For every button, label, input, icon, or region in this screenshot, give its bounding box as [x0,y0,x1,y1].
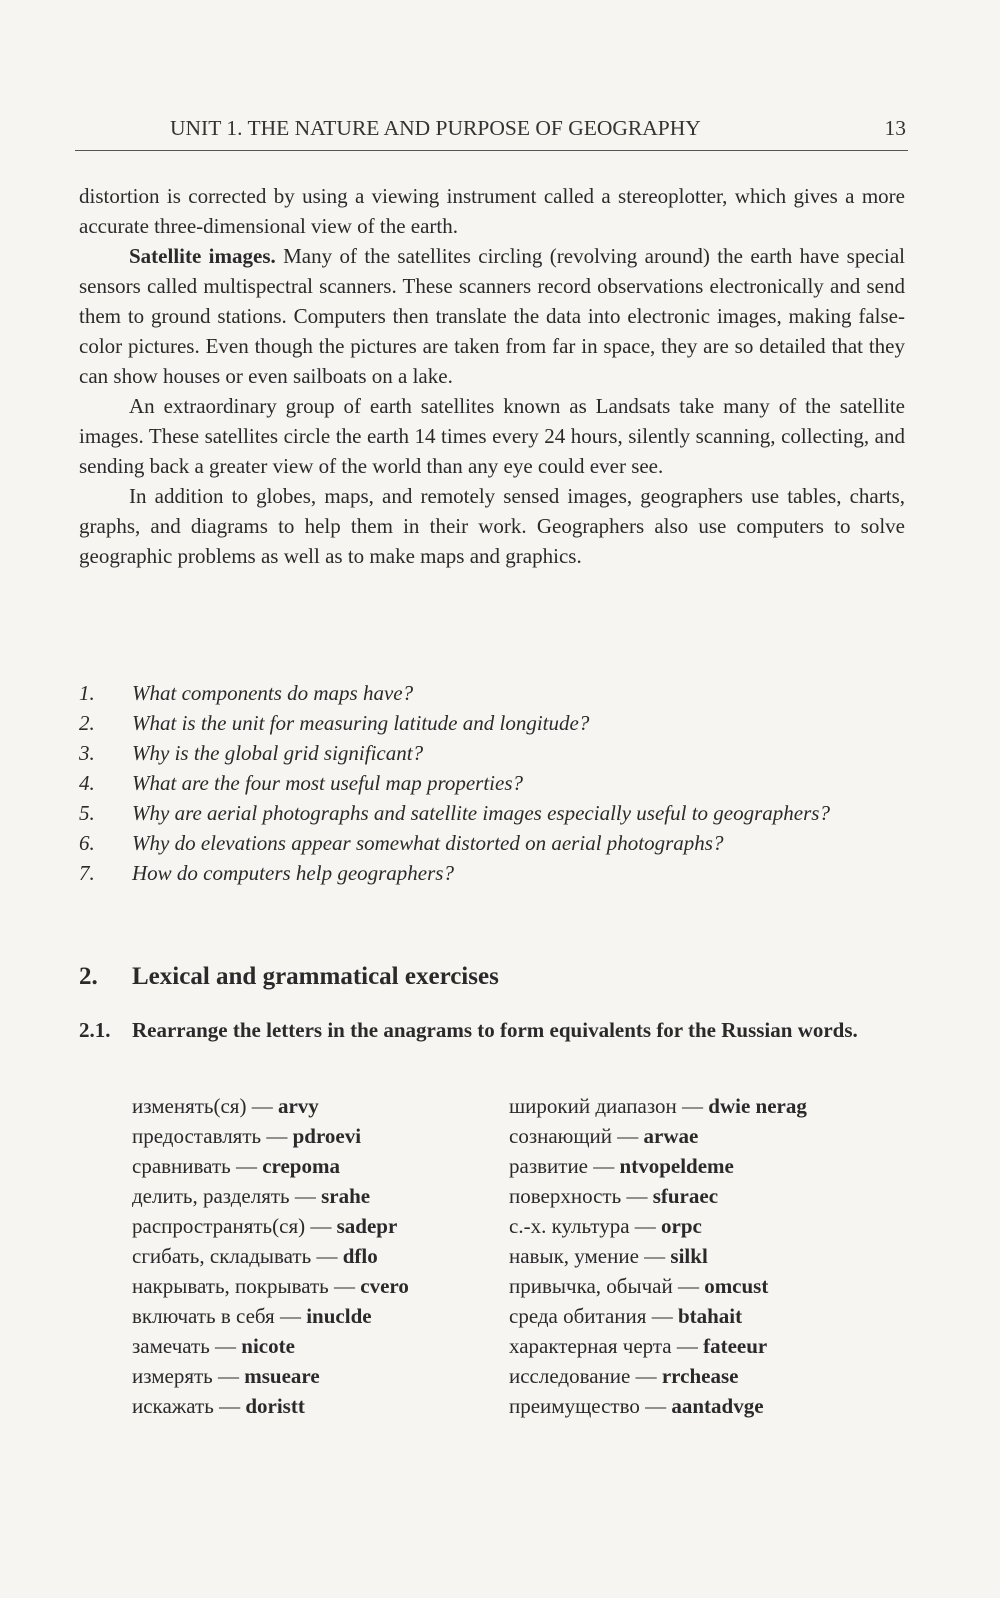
running-header [75,114,908,151]
russian-word: накрывать, покрывать [132,1274,329,1298]
anagram: btahait [677,1304,743,1328]
anagram: silkl [670,1244,708,1268]
question-text: What components do maps have? [132,681,414,705]
dash-separator: — [646,1304,678,1328]
anagram: orpc [661,1214,702,1238]
dash-separator: — [311,1244,343,1268]
question-item [79,678,905,708]
vocab-item [132,1121,409,1151]
question-number: 2. [79,711,95,735]
page-number: 13 [884,116,906,140]
vocab-item [132,1211,409,1241]
anagram: ntvopeldeme [619,1154,734,1178]
paragraph [79,391,905,481]
question-text: How do computers help geographers? [132,861,454,885]
vocab-item [132,1331,409,1361]
question-item [79,858,905,888]
dash-separator: — [639,1394,672,1418]
dash-separator: — [213,1394,246,1418]
paragraph-text: In addition to globes, maps, and remotely sensed images, geographers use tables, charts, graphs, and diagrams to help them in their work. Geographers also use computers to solve geographic problems as well as to make maps and graphics. [79,484,905,568]
question-item [79,768,905,798]
vocab-item [509,1301,807,1331]
anagram: arwae [643,1124,699,1148]
dash-separator: — [621,1184,653,1208]
dash-separator: — [629,1214,662,1238]
dash-separator: — [630,1364,662,1388]
anagram: rrchease [661,1364,739,1388]
russian-word: с.-х. культура [509,1214,630,1238]
question-text: Why do elevations appear somewhat distorted on aerial photographs? [132,831,724,855]
russian-word: привычка, обычай [509,1274,673,1298]
anagram: inuclde [306,1304,372,1328]
anagram: crepoma [262,1154,340,1178]
vocab-item [132,1091,409,1121]
vocabulary-list-left [132,1091,409,1421]
vocab-item [509,1091,807,1121]
russian-word: распространять(ся) [132,1214,306,1238]
exercise-instruction [79,1015,905,1045]
vocab-item [509,1361,807,1391]
vocab-item [509,1151,807,1181]
vocab-item [509,1121,807,1151]
question-number: 4. [79,771,95,795]
russian-word: изменять(ся) [132,1094,247,1118]
vocabulary-list-right [509,1091,807,1421]
exercise-number: 2.1. [79,1018,111,1042]
dash-separator: — [230,1154,263,1178]
dash-separator: — [328,1274,361,1298]
question-number: 5. [79,801,95,825]
russian-word: замечать [132,1334,210,1358]
russian-word: сгибать, складывать [132,1244,312,1268]
question-text: What are the four most useful map properties? [132,771,524,795]
vocab-item [132,1151,409,1181]
vocab-item [132,1361,409,1391]
russian-word: поверхность [509,1184,622,1208]
russian-word: предоставлять [132,1124,262,1148]
russian-word: включать в себя [132,1304,275,1328]
vocab-item [509,1241,807,1271]
russian-word: навык, умение [509,1244,639,1268]
anagram: arvy [277,1094,319,1118]
vocab-item [132,1391,409,1421]
russian-word: развитие [509,1154,589,1178]
anagram: aantadvge [671,1394,764,1418]
dash-separator: — [676,1094,709,1118]
section-title: Lexical and grammatical exercises [132,963,499,990]
russian-word: измерять [132,1364,213,1388]
vocab-item [132,1271,409,1301]
dash-separator: — [671,1334,704,1358]
russian-word: широкий диапазон [509,1094,677,1118]
vocab-item [509,1271,807,1301]
russian-word: сознающий [509,1124,613,1148]
question-number: 1. [79,681,95,705]
vocab-item [132,1181,409,1211]
anagram: cvero [360,1274,409,1298]
anagram: msueare [244,1364,320,1388]
dash-separator: — [289,1184,322,1208]
russian-word: преимущество [509,1394,640,1418]
vocab-item [509,1211,807,1241]
dash-separator: — [588,1154,620,1178]
dash-separator: — [246,1094,278,1118]
anagram: dwie nerag [708,1094,807,1118]
paragraph [79,181,905,241]
exercise-instruction-text: Rearrange the letters in the anagrams to form equivalents for the Russian words. [132,1018,858,1042]
anagram: pdroevi [292,1124,362,1148]
paragraph-text: Many of the satellites circling (revolving around) the earth have special sensors called multispectral scanners. These scanners record observations electronically and send them to ground stations. Computers then translate the data into electronic images, making false-color pictures. Even though the pictures are taken from far in space, they are so detailed that they can show houses or even sailboats on a lake. [79,244,905,388]
question-number: 3. [79,741,95,765]
dash-separator: — [672,1274,705,1298]
anagram: srahe [321,1184,371,1208]
anagram: doristt [245,1394,305,1418]
dash-separator: — [638,1244,671,1268]
anagram: nicote [241,1334,295,1358]
section-number: 2. [79,963,98,990]
paragraph [79,481,905,571]
russian-word: исследование [509,1364,631,1388]
russian-word: делить, разделять [132,1184,290,1208]
question-text: Why is the global grid significant? [132,741,424,765]
vocab-item [509,1331,807,1361]
dash-separator: — [274,1304,307,1328]
russian-word: среда обитания [509,1304,647,1328]
question-number: 7. [79,861,95,885]
vocab-item [132,1301,409,1331]
question-item [79,798,905,828]
dash-separator: — [612,1124,644,1148]
running-header-title: UNIT 1. THE NATURE AND PURPOSE OF GEOGRAPHY [170,116,701,140]
anagram: dflo [342,1244,378,1268]
dash-separator: — [305,1214,337,1238]
dash-separator: — [212,1364,245,1388]
question-text: Why are aerial photographs and satellite images especially useful to geographers? [132,801,830,825]
paragraph [79,241,905,391]
anagram: fateeur [703,1334,768,1358]
dash-separator: — [261,1124,293,1148]
comprehension-questions [79,678,905,888]
question-item [79,708,905,738]
anagram: omcust [704,1274,769,1298]
question-item [79,828,905,858]
paragraph-text: An extraordinary group of earth satellites known as Landsats take many of the satellite images. These satellites circle the earth 14 times every 24 hours, silently scanning, collecting, and sending back a greater view of the world than any eye could ever see. [79,394,905,478]
vocab-item [509,1391,807,1421]
russian-word: характерная черта [509,1334,672,1358]
russian-word: искажать [132,1394,214,1418]
vocab-item [509,1181,807,1211]
body-text [79,181,905,571]
paragraph-lead-heading: Satellite images. [129,244,276,268]
anagram: sfuraec [652,1184,719,1208]
dash-separator: — [209,1334,242,1358]
question-text: What is the unit for measuring latitude and longitude? [132,711,590,735]
russian-word: сравнивать [132,1154,231,1178]
vocab-item [132,1241,409,1271]
anagram: sadepr [336,1214,398,1238]
section-heading [79,963,499,991]
paragraph-text: distortion is corrected by using a viewing instrument called a stereoplotter, which gives a more accurate three-dimensional view of the earth. [79,184,905,238]
question-number: 6. [79,831,95,855]
question-item [79,738,905,768]
